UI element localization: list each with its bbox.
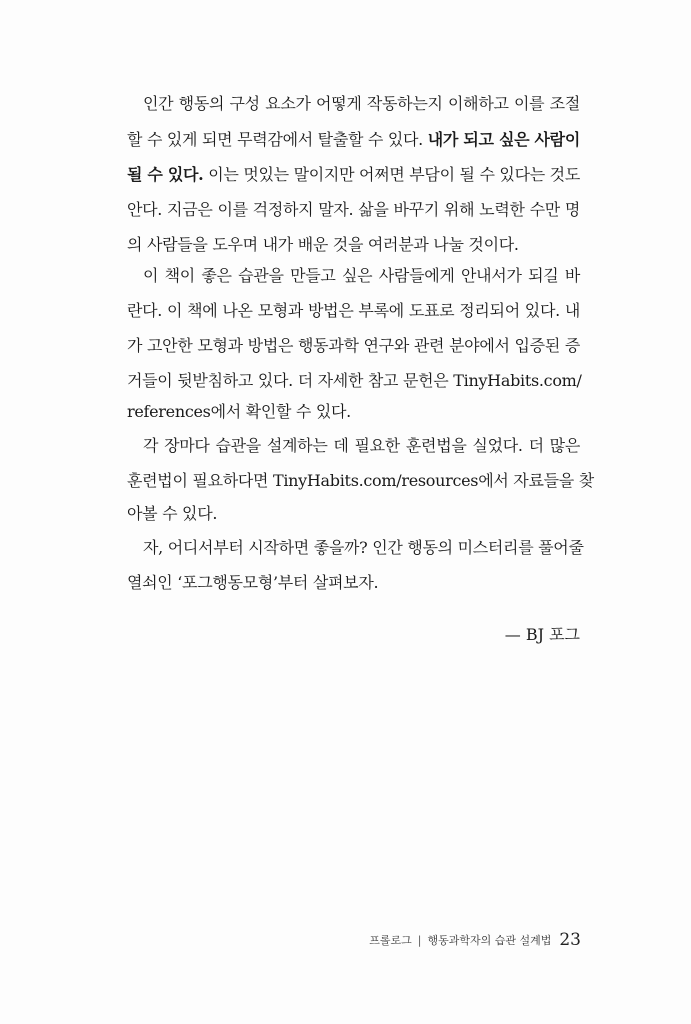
body-line: 거들이 뒷받침하고 있다. 더 자세한 참고 문헌은 TinyHabits.com/: [127, 371, 582, 390]
body-line: 열쇠인 ‘포그행동모형’부터 살펴보자.: [127, 573, 379, 592]
body-line: [127, 165, 580, 185]
author-signature: — BJ 포그: [504, 625, 580, 644]
page-number: 23: [559, 930, 581, 950]
body-line: references에서 확인할 수 있다.: [127, 402, 351, 421]
body-line: 이 책이 좋은 습관을 만들고 싶은 사람들에게 안내서가 되길 바: [143, 266, 580, 285]
body-text: 이는 멋있는 말이지만 어쩌면 부담이 될 수 있다는 것도: [203, 165, 580, 184]
footer-section: 프롤로그: [369, 934, 412, 947]
page-footer: [369, 931, 581, 950]
body-line: 아볼 수 있다.: [127, 504, 218, 523]
emphasis-text: 내가 되고 싶은 사람이: [427, 130, 580, 149]
body-line: 인간 행동의 구성 요소가 어떻게 작동하는지 이해하고 이를 조절: [143, 94, 580, 113]
body-line: 안다. 지금은 이를 걱정하지 말자. 삶을 바꾸기 위해 노력한 수만 명: [127, 200, 580, 219]
body-line: 가 고안한 모형과 방법은 행동과학 연구와 관련 분야에서 입증된 증: [127, 336, 580, 355]
body-line: 란다. 이 책에 나온 모형과 방법은 부록에 도표로 정리되어 있다. 내: [127, 301, 580, 320]
footer-separator: |: [417, 934, 422, 947]
emphasis-text: 될 수 있다.: [127, 165, 204, 184]
body-line: 각 장마다 습관을 설계하는 데 필요한 훈련법을 실었다. 더 많은: [143, 436, 580, 455]
body-line: [127, 130, 580, 150]
body-line: 자, 어디서부터 시작하면 좋을까? 인간 행동의 미스터리를 풀어줄: [143, 538, 584, 557]
body-line: 훈련법이 필요하다면 TinyHabits.com/resources에서 자료들을 찾: [127, 471, 594, 490]
footer-book-title: 행동과학자의 습관 설계법: [427, 934, 552, 947]
body-line: 의 사람들을 도우며 내가 배운 것을 여러분과 나눌 것이다.: [127, 235, 519, 254]
body-text: 할 수 있게 되면 무력감에서 탈출할 수 있다.: [127, 130, 428, 149]
